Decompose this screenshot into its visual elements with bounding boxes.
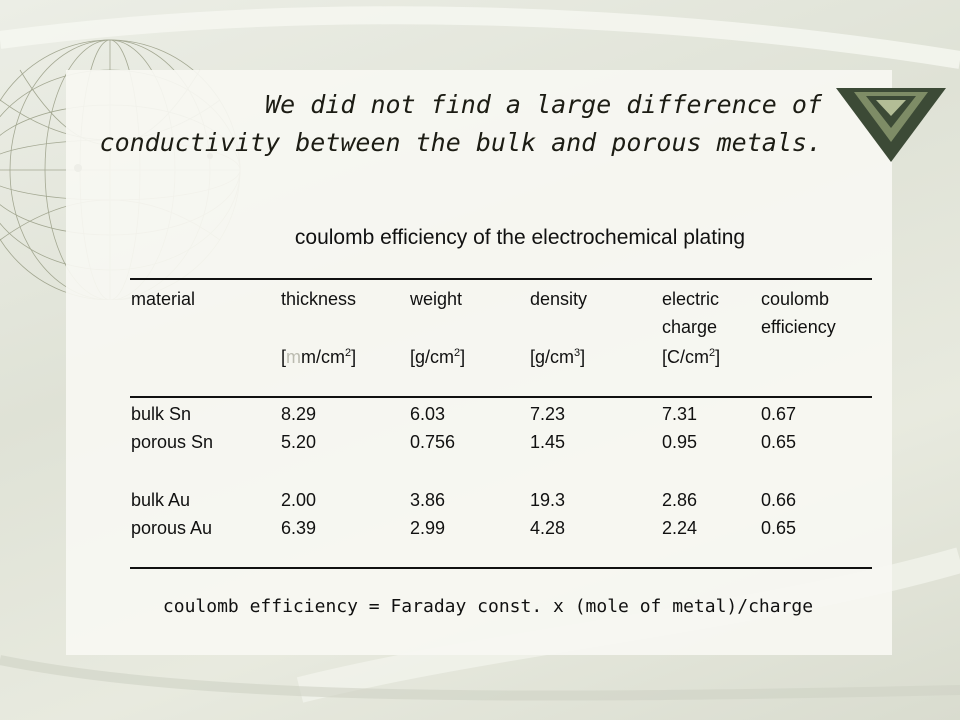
table-bottom-rule bbox=[130, 567, 872, 569]
cell-density: 1.45 bbox=[530, 432, 566, 452]
header-weight: weight bbox=[410, 289, 463, 309]
cell-thickness: 2.00 bbox=[281, 490, 317, 510]
cell-thickness: 5.20 bbox=[281, 432, 317, 452]
cell-density: 7.23 bbox=[530, 404, 566, 424]
table-header-rule bbox=[130, 396, 872, 398]
header-thickness: thickness bbox=[281, 289, 357, 309]
cell-material: porous Au bbox=[131, 518, 213, 538]
efficiency-formula: coulomb efficiency = Faraday const. x (mole of metal)/charge bbox=[162, 596, 814, 617]
header-density: density bbox=[530, 289, 588, 309]
table-caption: coulomb efficiency of the electrochemical plating bbox=[294, 226, 746, 249]
cell-material: bulk Au bbox=[131, 490, 191, 510]
header-electric: electric bbox=[662, 289, 720, 309]
cell-density: 4.28 bbox=[530, 518, 566, 538]
cell-efficiency: 0.65 bbox=[761, 432, 797, 452]
chevron-logo-icon bbox=[836, 84, 946, 162]
cell-efficiency: 0.65 bbox=[761, 518, 797, 538]
cell-density: 19.3 bbox=[530, 490, 566, 510]
header-efficiency: efficiency bbox=[761, 317, 836, 337]
header-material: material bbox=[131, 289, 196, 309]
title-line-1: We did not find a large difference of bbox=[265, 90, 822, 119]
unit-thickness: $[mm/cm^2]$ bbox=[281, 347, 357, 367]
title-line-2: conductivity between the bulk and porous metals. bbox=[99, 128, 822, 157]
header-coulomb: coulomb bbox=[761, 289, 830, 309]
cell-weight: 6.03 bbox=[410, 404, 446, 424]
table-top-rule bbox=[130, 278, 872, 280]
cell-weight: 0.756 bbox=[410, 432, 456, 452]
cell-charge: 2.86 bbox=[662, 490, 698, 510]
header-charge: charge bbox=[662, 317, 718, 337]
micro-symbol: m bbox=[286, 347, 302, 367]
cell-material: porous Sn bbox=[131, 432, 214, 452]
unit-weight: $[g/cm^2]$ bbox=[410, 347, 466, 367]
cell-thickness: 6.39 bbox=[281, 518, 317, 538]
cell-efficiency: 0.67 bbox=[761, 404, 797, 424]
cell-charge: 0.95 bbox=[662, 432, 698, 452]
unit-density: $[g/cm^3]$ bbox=[530, 347, 586, 367]
cell-material: bulk Sn bbox=[131, 404, 192, 424]
cell-charge: 2.24 bbox=[662, 518, 698, 538]
cell-efficiency: 0.66 bbox=[761, 490, 797, 510]
slide-title bbox=[62, 86, 822, 162]
cell-thickness: 8.29 bbox=[281, 404, 317, 424]
cell-charge: 7.31 bbox=[662, 404, 698, 424]
cell-weight: 3.86 bbox=[410, 490, 446, 510]
unit-charge: $[C/cm^2]$ bbox=[662, 347, 721, 367]
cell-weight: 2.99 bbox=[410, 518, 446, 538]
